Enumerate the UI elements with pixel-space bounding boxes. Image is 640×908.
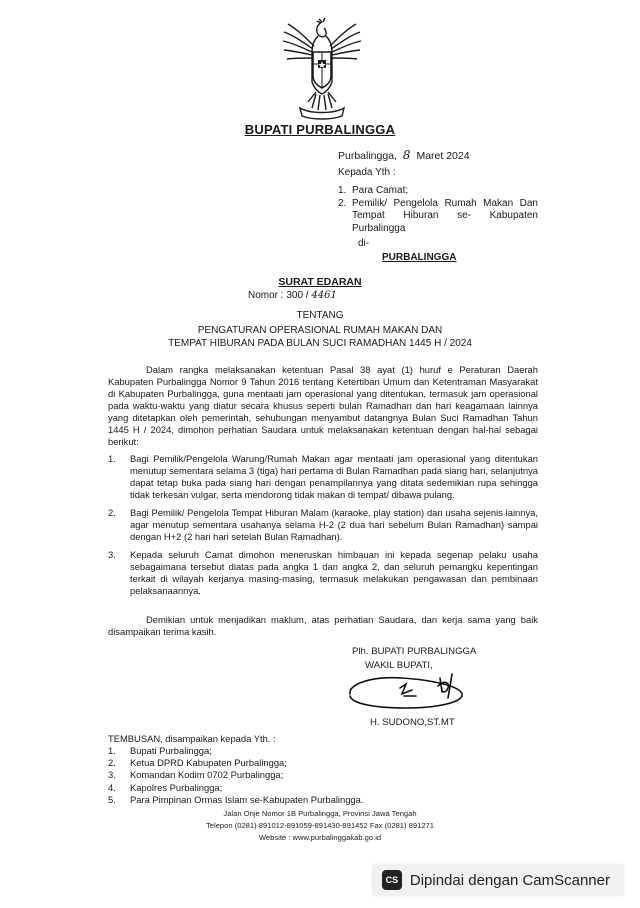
place: Purbalingga,: [338, 150, 397, 162]
kepada-label: Kepada Yth :: [338, 167, 396, 178]
recipient-number: 2.: [338, 197, 347, 209]
letter-footer: [0, 808, 640, 844]
point-text: Kepada seluruh Camat dimohon meneruskan himbauan ini kepada segenap pelaku usaha sebagaimana tersebut diatas pada angka 1 dan angka 2, dan seluruh pemangku kepentingan terkait di wilayah kerjanya masing-masing, termasuk melakukan pengawasan dan pembinaan pelaksanaannya.: [130, 549, 538, 596]
list-item: [108, 782, 408, 794]
tembusan-text: Para Pimpinan Ormas Islam se-Kabupaten Purbalingga.: [130, 793, 364, 805]
signature-scribble-icon: [342, 664, 472, 714]
camscanner-label: Dipindai dengan CamScanner: [409, 871, 610, 889]
signatory-title: Plh. BUPATI PURBALINGGA: [352, 646, 477, 657]
point-number: 2.: [108, 507, 116, 518]
list-item: [338, 198, 538, 236]
footer-address: Jalan Onje Nomor 1B Purbalingga, Provinsi Jawa Tengah: [223, 809, 417, 818]
point-text: Bagi Pemilik/Pengelola Warung/Rumah Makan agar mentaati jam operasional yang ditentukan menutup sementara selama 3 (tiga) hari pertama di Bulan Ramadhan pada siang hari, selanjutnya dapat tetap buka pada siang hari dengan penampilannya yang ditata sedemikian rupa sehingga tidak terkesan vulgar, serta mendorong tidak makan di tempat/ dibawa pulang.: [130, 453, 538, 500]
tentang-label: TENTANG: [296, 310, 344, 321]
recipient-text: Para Camat;: [352, 185, 409, 196]
point-text: Bagi Pemilik/ Pengelola Tempat Hiburan Malam (karaoke, play station) dan usaha sejenis lainnya, agar menutup sementara usahanya selama H-2 (2 dua hari sebelum Bulan Ramadhan) sampai dengan H+2 (2 hari hari setelah Bulan Ramadhan).: [130, 507, 538, 542]
list-item: [108, 757, 408, 769]
destination-place: PURBALINGGA: [382, 252, 457, 263]
tembusan-number: 1.: [108, 745, 116, 756]
tembusan-heading: TEMBUSAN, disampaikan kepada Yth. :: [108, 733, 276, 744]
list-item: [108, 549, 538, 597]
garuda-emblem-icon: [278, 16, 366, 120]
point-number: 3.: [108, 549, 116, 560]
footer-phone: Telepon (0281) 891012-891059-891430-891452 Fax (0281) 891271: [206, 821, 434, 830]
point-number: 1.: [108, 453, 116, 464]
recipient-text: Pemilik/ Pengelola Rumah Makan Dan Tempat Hiburan se- Kabupaten Purbalingga: [352, 197, 538, 234]
list-item: [108, 794, 408, 806]
document-number: [248, 290, 337, 301]
tembusan-text: Bupati Purbalingga;: [130, 745, 212, 756]
tembusan-number: 3.: [108, 769, 116, 781]
subject-line-1: PENGATURAN OPERASIONAL RUMAH MAKAN DAN: [197, 325, 443, 336]
tembusan-number: 4.: [108, 781, 116, 793]
list-item: [108, 453, 538, 501]
tembusan-list: [108, 745, 408, 806]
signatory-subtitle: WAKIL BUPATI,: [365, 660, 433, 671]
signatory-name: H. SUDONO,ST.MT: [370, 717, 455, 728]
nomor-handwritten: 4461: [311, 290, 337, 301]
subject-line-2: TEMPAT HIBURAN PADA BULAN SUCI RAMADHAN 1445 H / 2024: [168, 337, 472, 349]
document-type-title: SURAT EDARAN: [278, 276, 362, 288]
camscanner-icon: CS: [382, 870, 402, 890]
tembusan-number: 5.: [108, 793, 116, 805]
points-list: [108, 453, 538, 603]
place-date: [338, 148, 470, 162]
list-item: [108, 507, 538, 543]
tembusan-number: 2.: [108, 757, 116, 769]
di-label: di-: [358, 238, 370, 249]
tembusan-text: Kapolres Purbalingga;: [130, 781, 223, 793]
list-item: [338, 185, 538, 198]
date-month-year: Maret 2024: [416, 150, 470, 162]
subject: [100, 325, 540, 350]
date-day: 8: [402, 148, 411, 162]
closing-paragraph: Demikian untuk menjadikan maklum, atas perhatian Saudara, dan kerja sama yang baik disampaikan terima kasih.: [108, 614, 538, 637]
tembusan-text: Komandan Kodim 0702 Purbalingga;: [130, 769, 284, 781]
letterhead-title: BUPATI PURBALINGGA: [244, 122, 396, 137]
list-item: [108, 769, 408, 781]
recipient-number: 1.: [338, 185, 347, 196]
intro-paragraph: Dalam rangka melaksanakan ketentuan Pasal 38 ayat (1) huruf e Peraturan Daerah Kabupaten Purbalingga Nomor 9 Tahun 2016 tentang Ketertiban Umum dan Ketentraman Masyarakat di Kabupaten Purbalingga, guna mentaati jam operasional yang ditentukan, termasuk jam operasional pada waktu-waktu yang diatur secara khusus seperti bulan Ramadhan dan hari keagamaan lainnya yang ditetapkan oleh pemerintah, sehubungan menyambut datangnya Bulan Suci Ramadhan Tahun 1445 H / 2024, dimohon perhatian Saudara untuk melaksanakan ketentuan dengan hal-hal sebagai berikut:: [108, 364, 538, 447]
tembusan-text: Ketua DPRD Kabupaten Purbalingga;: [130, 757, 287, 769]
list-item: [108, 745, 408, 757]
recipient-list: [338, 185, 538, 235]
nomor-label: Nomor : 300 /: [248, 290, 309, 301]
footer-website: Website : www.purbalinggakab.go.id: [258, 833, 382, 842]
camscanner-watermark: [372, 864, 624, 896]
